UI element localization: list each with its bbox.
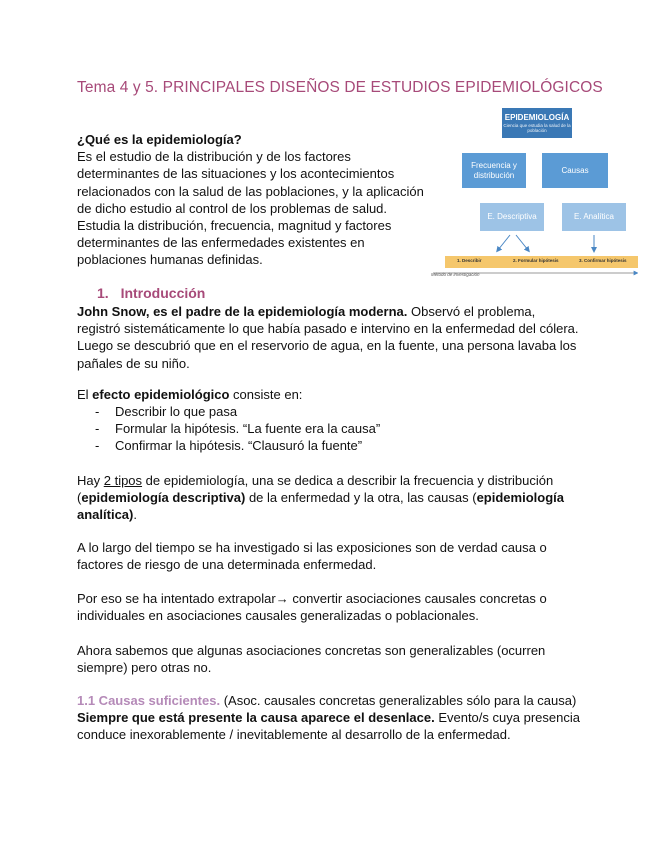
paragraph-exposiciones: A lo largo del tiempo se ha investigado si las exposiciones son de verdad causa o factores de riesgo de una determinada enfermedad. (77, 540, 547, 573)
section-1-number: 1. (97, 285, 109, 301)
diagram-box-causas: Causas (542, 153, 608, 188)
list-item: - Formular la hipótesis. “La fuente era la causa” (95, 421, 381, 437)
intro-line: Es el estudio de la distribución y de los factores (77, 149, 351, 165)
diagram-head-title: EPIDEMIOLOGÍA (504, 113, 570, 123)
arrow-descriptiva-left (498, 235, 510, 250)
section-1-1-heading-line (77, 692, 582, 709)
band-step-2: 2. Formular hipótesis (513, 258, 559, 263)
section-1-1-heading: 1.1 Causas suficientes. (77, 693, 221, 708)
band-step-1: 1. Describir (457, 258, 482, 263)
efecto-list (77, 403, 380, 455)
intro-block (77, 131, 427, 269)
section-1-1-note: (Asoc. causales concretas generalizables sólo para la causa) (220, 693, 577, 708)
intro-line: de dicho estudio al control de los problemas de salud. (77, 200, 388, 216)
page-title: Tema 4 y 5. PRINCIPALES DISEÑOS DE ESTUDIOS EPIDEMIOLÓGICOS (77, 79, 603, 96)
intro-line: determinantes de las enfermedades existentes en (77, 235, 365, 251)
paragraph-john-snow (77, 303, 582, 372)
efecto-post: consiste en: (229, 387, 303, 402)
diagram-box-frecuencia: Frecuencia y distribución (462, 153, 526, 188)
diagram-box-descriptiva: E. Descriptiva (480, 203, 544, 231)
intro-line: poblaciones humanas definidas. (77, 252, 263, 268)
intro-line: Estudia la distribución, frecuencia, magnitud y factores (77, 218, 392, 234)
tipos-underlined: 2 tipos (103, 473, 143, 488)
band-step-3: 3. Confirmar hipótesis (579, 258, 627, 263)
causas-suficientes-bold: Siempre que está presente la causa aparece el desenlace. (77, 710, 435, 725)
diagram-method-band (445, 256, 638, 268)
causas-suficientes-rest: Evento/s cuya presencia conduce inexorablemente / inevitablemente al desarrollo de la enfermedad. (77, 710, 580, 743)
efecto-bold: efecto epidemiológico (92, 387, 230, 402)
paragraph-tipos: Hay 2 tipos de epidemiología, una se dedica a describir la frecuencia y distribución (epidemiología descriptiva) de la enfermedad y la otra, las causas (epidemiología analítica). (77, 473, 564, 523)
diagram-box-analitica: E. Analítica (562, 203, 626, 231)
paragraph-efecto (77, 386, 582, 403)
john-snow-bold: John Snow, es el padre de la epidemiología moderna. (77, 304, 408, 319)
section-1-heading (97, 285, 205, 301)
intro-line: relacionados con la salud de las poblaciones, y la aplicación (77, 183, 424, 199)
john-snow-rest: Observó el problema, registró sistemáticamente lo que había pasado e intervino en la enfermedad del cólera. Luego se descubrió que en el reservorio de agua, en la fuente, una persona lavaba los pañales de su niño. (77, 304, 579, 371)
diagram-arrows (428, 108, 638, 280)
intro-question: ¿Qué es la epidemiología? (77, 132, 242, 147)
diagram-axis-label: Método de investigación (431, 272, 480, 277)
paragraph-causas-suficientes (77, 709, 582, 743)
paragraph-extrapolar: Por eso se ha intentado extrapolar→ convertir asociaciones causales concretas o individuales en asociaciones causales generalizadas o poblacionales. (77, 591, 547, 624)
paragraph-asociaciones: Ahora sabemos que algunas asociaciones concretas son generalizables (ocurren siempre) pero otras no. (77, 643, 546, 676)
intro-line: determinantes de las situaciones y los acontecimientos (77, 166, 395, 182)
list-item: - Describir lo que pasa (95, 404, 238, 419)
section-1-title: Introducción (120, 285, 206, 301)
arrow-descriptiva-right (516, 235, 528, 250)
efecto-pre: El (77, 387, 93, 402)
list-item: - Confirmar la hipótesis. “Clausuró la fuente” (95, 438, 363, 454)
epidemiology-diagram (428, 108, 638, 280)
diagram-head-subtitle: Ciencia que estudia la salud de la población (503, 122, 571, 133)
